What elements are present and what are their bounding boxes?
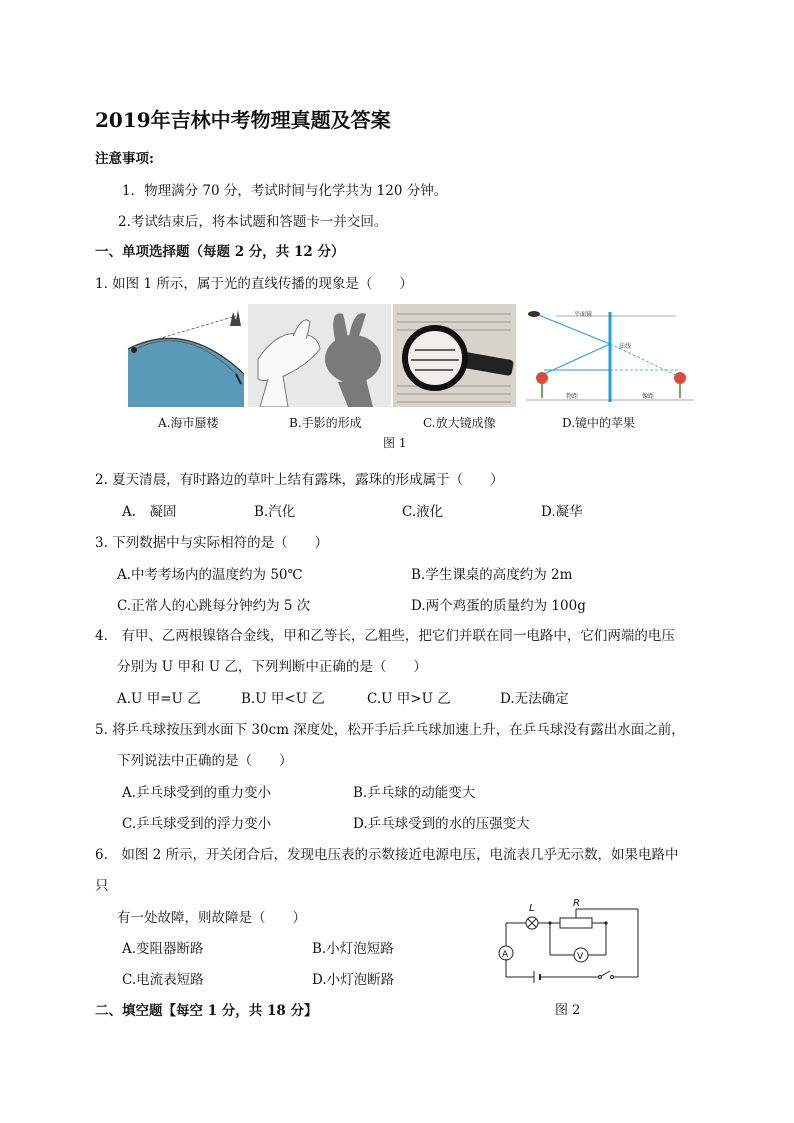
q6-stem-line3: 有一处故障，则故障是（ ） xyxy=(117,910,306,926)
q5-stem-line2: 下列说法中正确的是（ ） xyxy=(117,753,293,769)
figure-magnifier xyxy=(393,304,516,407)
notice-item-1: 1．物理满分 70 分，考试时间与化学共为 120 分钟。 xyxy=(122,183,448,199)
q1-caption-b: B.手影的形成 xyxy=(289,416,362,430)
circuit-label-lamp: L xyxy=(529,903,535,914)
circuit-label-voltmeter: V xyxy=(577,952,584,962)
q1-caption-c: C.放大镜成像 xyxy=(423,416,496,430)
q3-option-c: C.正常人的心跳每分钟约为 5 次 xyxy=(117,598,311,614)
figure-mirage xyxy=(126,304,246,407)
mirror-label-plane: 平面镜 xyxy=(574,311,593,318)
figure-2-circuit xyxy=(488,895,648,987)
q4-option-a: A.U 甲=U 乙 xyxy=(117,691,201,707)
q3-stem: 3. 下列数据中与实际相符的是（ ） xyxy=(95,535,329,551)
q6-option-c: C.电流表短路 xyxy=(122,972,204,988)
q2-option-c: C.液化 xyxy=(402,504,444,520)
figure-2-label: 图 2 xyxy=(555,1003,581,1018)
q1-stem: 1. 如图 1 所示，属于光的直线传播的现象是（ ） xyxy=(95,276,413,292)
circuit-label-rheostat: R xyxy=(573,898,580,909)
q3-option-a: A.中考考场内的温度约为 50℃ xyxy=(117,567,303,583)
figure-1-label: 图 1 xyxy=(383,436,407,450)
q3-option-d: D.两个鸡蛋的质量约为 100g xyxy=(411,598,586,614)
q3-option-b: B.学生课桌的高度约为 2m xyxy=(411,567,573,583)
q6-option-b: B.小灯泡短路 xyxy=(312,941,394,957)
q2-option-a: A. 凝固 xyxy=(122,504,177,520)
page-title: 2019年吉林中考物理真题及答案 xyxy=(95,108,391,132)
q4-option-b: B.U 甲<U 乙 xyxy=(241,691,325,707)
q6-option-a: A.变阻器断路 xyxy=(122,941,204,957)
q5-option-b: B.乒乓球的动能变大 xyxy=(353,785,476,801)
figure-hand-shadow xyxy=(248,304,391,407)
mirror-label-object: 物距 xyxy=(566,393,579,400)
notice-heading: 注意事项: xyxy=(95,151,154,167)
q5-option-d: D.乒乓球受到的水的压强变大 xyxy=(353,816,530,832)
q4-stem-line1: 4. 有甲、乙两根镍铬合金线，甲和乙等长，乙粗些，把它们并联在同一电路中，它们两端的电压 xyxy=(95,628,675,644)
notice-item-2: 2.考试结束后，将本试题和答题卡一并交回。 xyxy=(118,214,388,230)
figure-mirror-apple xyxy=(516,304,700,407)
q6-option-d: D.小灯泡断路 xyxy=(312,972,395,988)
section2-heading: 二、填空题【每空 1 分，共 18 分】 xyxy=(95,1003,318,1019)
q6-stem-line1: 6. 如图 2 所示，开关闭合后，发现电压表的示数接近电源电压，电流表几乎无示数，如果电路中 xyxy=(95,847,679,863)
q5-option-a: A.乒乓球受到的重力变小 xyxy=(122,785,272,801)
q2-option-d: D.凝华 xyxy=(541,504,583,520)
q6-stem-line2: 只 xyxy=(95,878,109,894)
q4-option-d: D.无法确定 xyxy=(500,691,569,707)
q2-stem: 2. 夏天清晨，有时路边的草叶上结有露珠，露珠的形成属于（ ） xyxy=(95,472,504,488)
q5-stem-line1: 5. 将乒乓球按压到水面下 30cm 深度处，松开手后乒乓球加速上升，在乒乓球没有露出水面之前， xyxy=(95,722,685,738)
q4-stem-line2: 分别为 U 甲和 U 乙，下列判断中正确的是（ ） xyxy=(117,659,427,675)
circuit-label-ammeter: A xyxy=(502,950,509,960)
q2-option-b: B.汽化 xyxy=(254,504,296,520)
mirror-label-normal: 法线 xyxy=(619,343,632,350)
q5-option-c: C.乒乓球受到的浮力变小 xyxy=(122,816,272,832)
q1-caption-a: A.海市蜃楼 xyxy=(158,416,219,430)
section1-heading: 一、单项选择题（每题 2 分，共 12 分） xyxy=(95,244,345,260)
q4-option-c: C.U 甲>U 乙 xyxy=(367,691,451,707)
q1-caption-d: D.镜中的苹果 xyxy=(562,416,636,430)
mirror-label-image: 像距 xyxy=(642,393,655,400)
